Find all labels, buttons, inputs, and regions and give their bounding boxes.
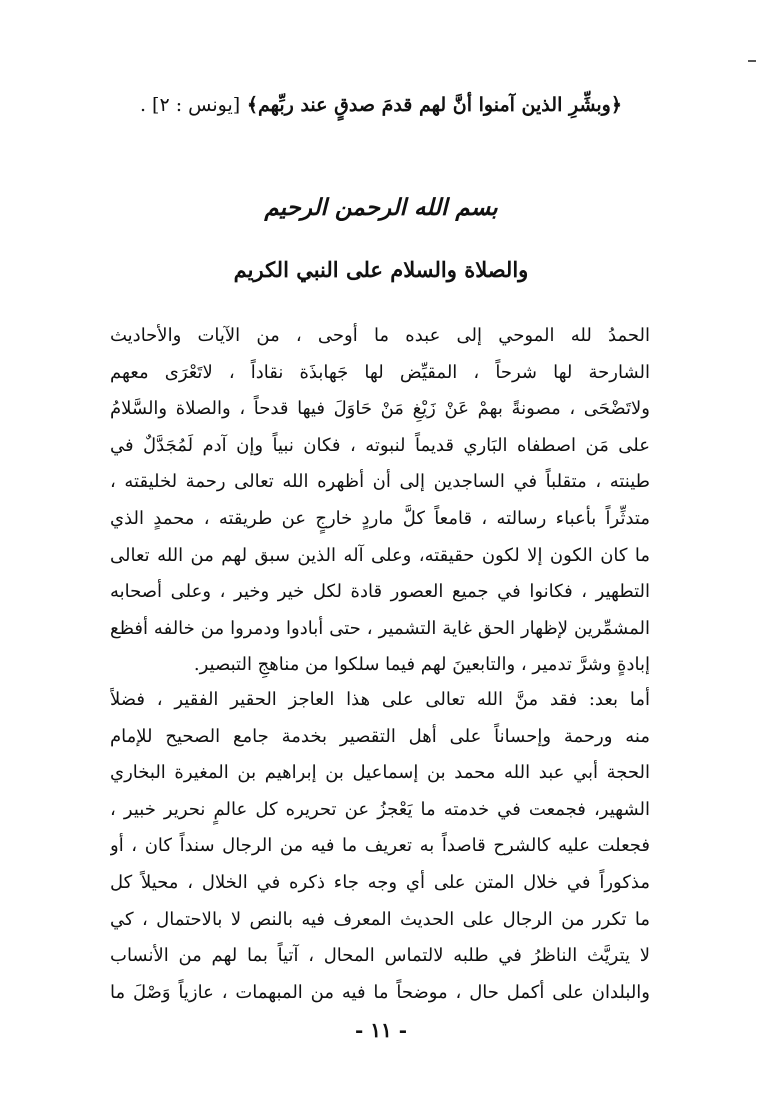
text-line: ولاتَضْحَى ، مصونةً بهمْ عَنْ زَيْغِ مَنْ حَاوَلَ فيها قدحاً ، والصلاة والسَّلامُ xyxy=(110,398,650,420)
text-line: المشمِّرين لإظهار الحق غاية التشمير ، حتى أبادوا ودمروا من خالفه أفظع xyxy=(110,617,650,639)
text-line: أما بعد: فقد منَّ الله تعالى على هذا العاجز الحقير الفقير ، فضلاً xyxy=(110,689,650,710)
basmala-calligraphy: بسم الله الرحمن الرحيم xyxy=(264,194,498,221)
quran-verse xyxy=(102,86,622,124)
text-line: الحجة أبي عبد الله محمد بن إسماعيل بن إبراهيم بن المغيرة البخاري xyxy=(110,762,650,784)
introduction-paragraph xyxy=(110,318,650,684)
verse-text: ﴿وبشِّرِ الذين آمنوا أنَّ لهم قدمَ صدقٍ عند ربِّهم﴾ xyxy=(246,94,622,116)
text-line: الشارحة لها شرحاً ، المقيِّض لها جَهابذَة نقاداً ، لاتَعْرَى معهم xyxy=(110,361,650,383)
text-line: الحمدُ لله الموحي إلى عبده ما أوحى ، من الآيات والأحاديث xyxy=(110,325,650,346)
text-line: منه ورحمة وإحساناً على أهل التقصير بخدمة جامع الصحيح للإمام xyxy=(110,725,650,747)
verse-reference: [يونس : ٢] . xyxy=(139,94,241,116)
text-line: على مَن اصطفاه البَاري قديماً لنبوته ، فكان نبياً وإن آدم لَمُجَدَّلٌ في xyxy=(110,434,650,456)
text-line: إبادةٍ وشرَّ تدمير ، والتابعينَ لهم فيما سلكوا من مناهجِ التبصير. xyxy=(193,654,650,676)
body-paragraph xyxy=(110,682,650,1011)
text-line: فجعلت عليه كالشرح قاصداً به تعريف ما فيه من الرجال سنداً كان ، أو xyxy=(110,835,650,857)
text-line: متدثِّراً بأعباء رسالته ، قامعاً كلَّ ماردٍ خارجٍ عن طريقته ، محمدٍ الذي xyxy=(110,507,650,529)
page-number: - ١١ - xyxy=(354,1018,407,1042)
section-heading: والصلاة والسلام على النبي الكريم xyxy=(233,257,529,282)
text-line: ما كان الكون إلا لكون حقيقته، وعلى آله الذين سبق لهم من الله تعالى xyxy=(110,544,650,566)
text-line: لا يتريَّث الناظرُ في طلبه لالتماس المحال ، آتياً بما لهم من الأنساب xyxy=(110,945,650,967)
text-line: ما تكرر من الرجال على الحديث المعرف فيه بالنص لا بالاحتمال ، كي xyxy=(110,908,650,930)
text-line: التطهير ، فكانوا في جميع العصور قادة لكل خير وخير ، وعلى أصحابه xyxy=(110,581,650,603)
text-line: مذكوراً في خلال المتن على أي وجه جاء ذكره في الخلال ، محيلاً كل xyxy=(110,871,650,893)
margin-mark xyxy=(748,60,756,62)
text-line: الشهير، فجمعت في خدمته ما يَعْجزُ عن تحريره كل عالمٍ نحرير خبير ، xyxy=(110,798,650,820)
text-line: طينته ، متقلباً في الساجدين إلى أن أظهره الله تعالى رحمة لخليقته ، xyxy=(110,471,650,493)
text-line: والبلدان على أكمل حال ، موضحاً ما فيه من المبهمات ، عازياً وَصْلَ ما xyxy=(110,981,650,1003)
